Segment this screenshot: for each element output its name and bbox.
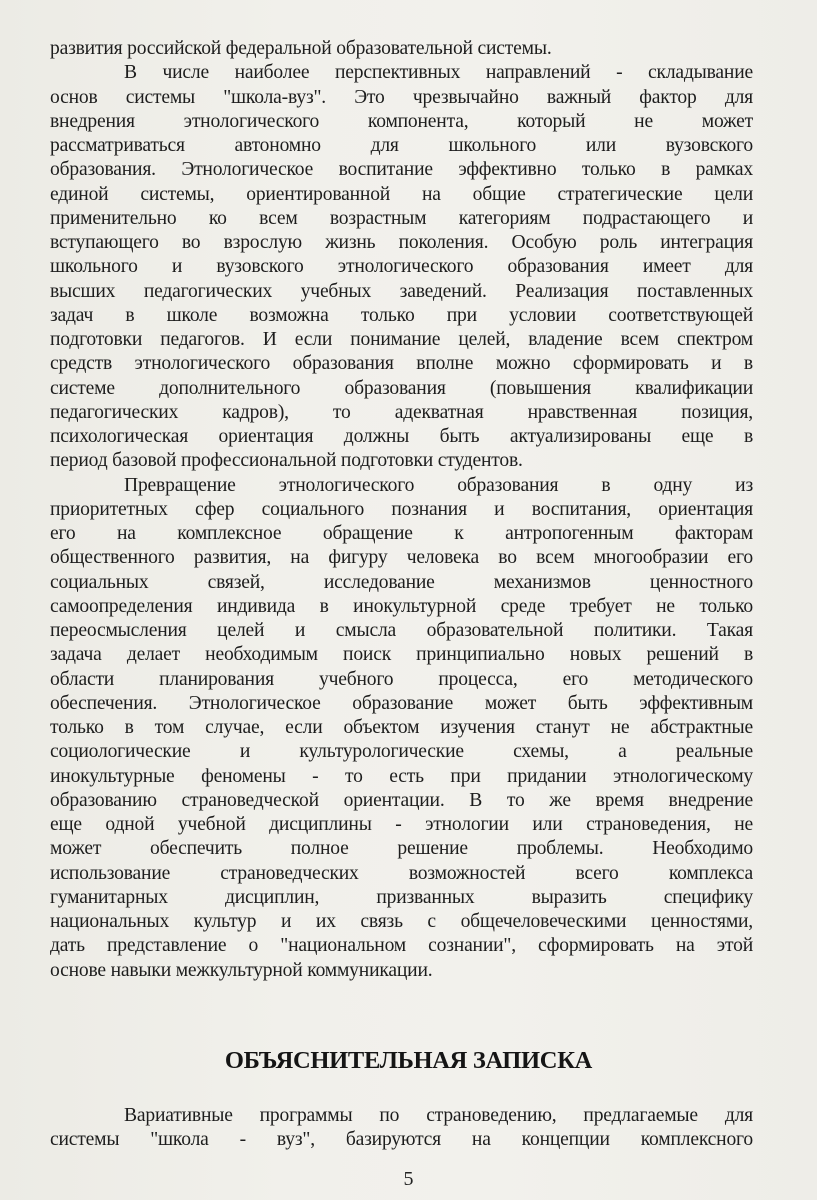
text-line: развития российской федеральной образовательной системы.	[50, 38, 552, 59]
paragraph-start-line: В числе наиболее перспективных направлений - складывание	[124, 62, 753, 84]
text-line: переосмысления целей и смысла образовательной политики. Такая	[50, 620, 753, 641]
text-line: задач в школе возможна только при условии соответствующей	[50, 304, 753, 326]
section-heading: ОБЪЯСНИТЕЛЬНАЯ ЗАПИСКА	[224, 1047, 593, 1074]
text-line: период базовой профессиональной подготовки студентов.	[50, 450, 523, 472]
text-line: социальных связей, исследование механизмов ценностного	[50, 571, 753, 593]
text-line: применительно ко всем возрастным категориям подрастающего и	[50, 207, 753, 229]
text-line: может обеспечить полное решение проблемы. Необходимо	[50, 838, 753, 860]
text-line: подготовки педагогов. И если понимание целей, владение всем спектром	[50, 329, 753, 350]
text-line: основ системы "школа-вуз". Это чрезвычайно важный фактор для	[50, 86, 753, 108]
text-line: обеспечения. Этнологическое образование может быть эффективным	[50, 692, 753, 714]
text-line: гуманитарных дисциплин, призванных выразить специфику	[50, 886, 753, 908]
section-body-text	[50, 1104, 753, 1153]
text-line: области планирования учебного процесса, его методического	[50, 668, 753, 690]
text-line: педагогических кадров), то адекватная нравственная позиция,	[50, 401, 753, 423]
text-line: средств этнологического образования вполне можно сформировать и в	[50, 353, 753, 375]
page-number: 5	[403, 1168, 414, 1190]
text-line: использование страноведческих возможностей всего комплекса	[50, 862, 753, 884]
text-line: школьного и вузовского этнологического образования имеет для	[50, 256, 753, 278]
text-line: еще одной учебной дисциплины - этнологии или страноведения, не	[50, 814, 753, 835]
text-line: рассматриваться автономно для школьного или вузовского	[50, 135, 753, 156]
text-line: образованию страноведческой ориентации. В то же время внедрение	[50, 789, 753, 811]
text-line: инокультурные феномены - то есть при придании этнологическому	[50, 765, 753, 787]
text-line: общественного развития, на фигуру человека во всем многообразии его	[50, 547, 753, 569]
text-line: приоритетных сфер социального познания и воспитания, ориентация	[50, 498, 753, 520]
body-text	[50, 37, 753, 983]
text-line: основе навыки межкультурной коммуникации.	[50, 959, 433, 981]
text-line: образования. Этнологическое воспитание эффективно только в рамках	[50, 159, 753, 181]
text-line: системе дополнительного образования (повышения квалификации	[50, 377, 753, 399]
text-line: единой системы, ориентированной на общие стратегические цели	[50, 183, 753, 205]
text-line: психологическая ориентация должны быть актуализированы еще в	[50, 426, 753, 447]
text-line: системы "школа - вуз", базируются на концепции комплексного	[50, 1129, 753, 1151]
text-line: социологические и культурологические схемы, а реальные	[50, 741, 753, 763]
text-line: его на комплексное обращение к антропогенным факторам	[50, 523, 753, 544]
paragraph-start-line: Превращение этнологического образования в одну из	[124, 474, 753, 496]
text-line: вступающего во взрослую жизнь поколения. Особую роль интеграция	[50, 232, 753, 253]
text-line: дать представление о "национальном сознании", сформировать на этой	[50, 935, 753, 957]
text-line: внедрения этнологического компонента, который не может	[50, 110, 753, 132]
text-line: национальных культур и их связь с общечеловеческими ценностями,	[50, 911, 753, 932]
paragraph-start-line: Вариативные программы по страноведению, предлагаемые для	[124, 1105, 753, 1126]
text-line: высших педагогических учебных заведений. Реализация поставленных	[50, 280, 753, 302]
text-line: задача делает необходимым поиск принципиально новых решений в	[50, 644, 753, 666]
text-line: самоопределения индивида в инокультурной среде требует не только	[50, 595, 753, 617]
text-line: только в том случае, если объектом изучения станут не абстрактные	[50, 717, 753, 738]
